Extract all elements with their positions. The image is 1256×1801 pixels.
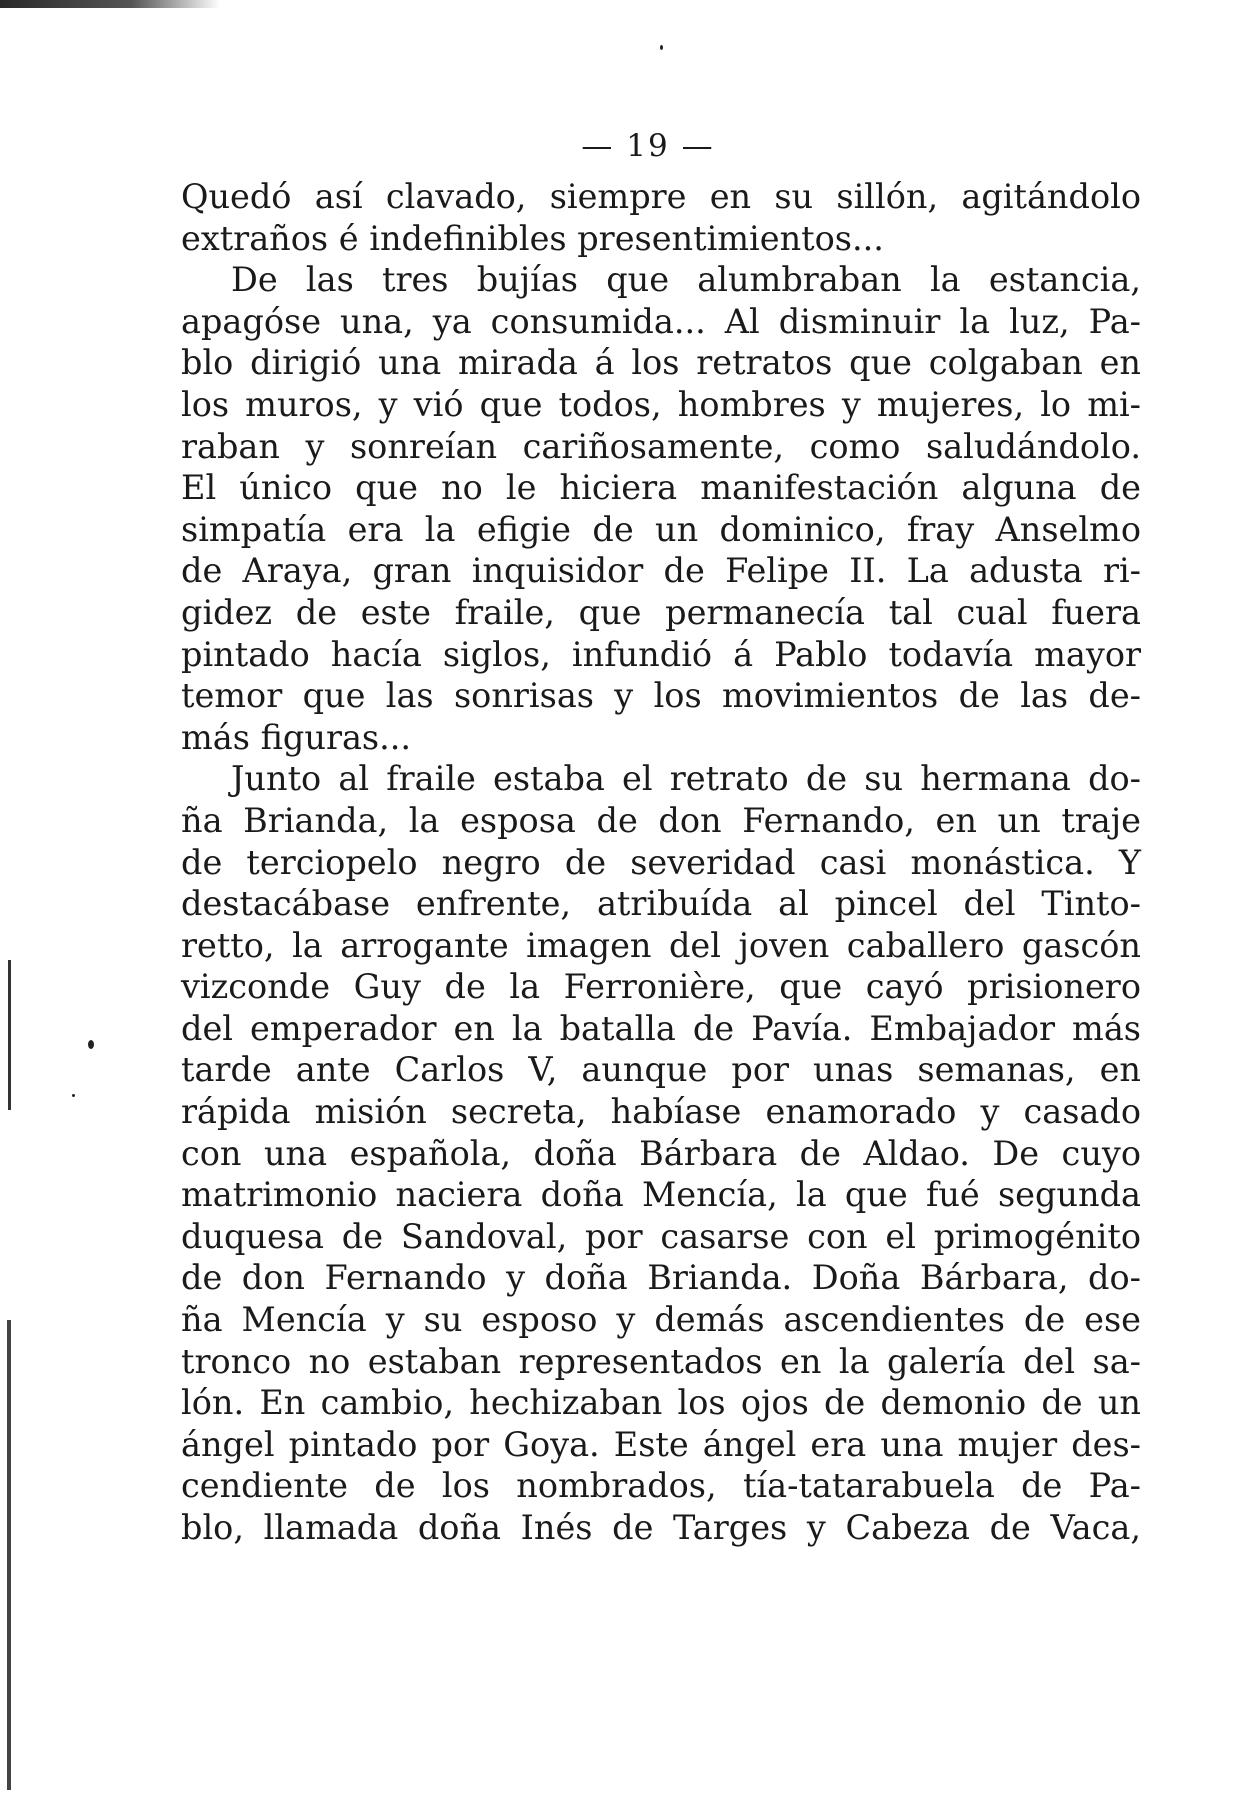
ink-speck xyxy=(72,1094,75,1097)
text-line: blo dirigió una mirada á los retratos que colgaban en xyxy=(181,343,1141,383)
text-line: matrimonio naciera doña Mencía, la que fué segunda xyxy=(181,1175,1141,1215)
text-line: del emperador en la batalla de Pavía. Embajador más xyxy=(181,1008,1141,1048)
page-number: — 19 — xyxy=(581,128,715,164)
text-line: cendiente de los nombrados, tía-tatarabuela de Pa- xyxy=(181,1466,1141,1506)
text-line: duquesa de Sandoval, por casarse con el primogénito xyxy=(181,1216,1141,1256)
text-line: De las tres bujías que alumbraban la estancia, xyxy=(231,260,1141,300)
text-line: extraños é indefinibles presentimientos... xyxy=(181,218,884,258)
text-line: retto, la arrogante imagen del joven caballero gascón xyxy=(181,925,1141,965)
text-line: más figuras... xyxy=(181,717,412,757)
body-text xyxy=(181,176,1141,1549)
text-line: de Araya, gran inquisidor de Felipe II. La adusta ri- xyxy=(181,551,1141,591)
text-line: con una española, doña Bárbara de Aldao. De cuyo xyxy=(181,1133,1141,1173)
text-line: rápida misión secreta, habíase enamorado y casado xyxy=(181,1092,1141,1132)
text-line: vizconde Guy de la Ferronière, que cayó prisionero xyxy=(181,967,1141,1007)
text-line: ña Mencía y su esposo y demás ascendientes de ese xyxy=(181,1300,1141,1340)
binding-edge-mark xyxy=(7,1320,11,1790)
ink-speck xyxy=(660,45,663,50)
text-line: de don Fernando y doña Brianda. Doña Bárbara, do- xyxy=(181,1258,1141,1298)
text-line: gidez de este fraile, que permanecía tal cual fuera xyxy=(181,592,1141,632)
text-line: pintado hacía siglos, infundió á Pablo todavía mayor xyxy=(181,634,1141,674)
binding-edge-mark xyxy=(8,960,11,1110)
text-line: Quedó así clavado, siempre en su sillón, agitándolo xyxy=(181,177,1141,216)
text-line: temor que las sonrisas y los movimientos de las de- xyxy=(181,676,1141,716)
text-line: blo, llamada doña Inés de Targes y Cabeza de Vaca, xyxy=(181,1508,1141,1547)
text-line: simpatía era la efigie de un dominico, fray Anselmo xyxy=(181,509,1141,549)
text-line: los muros, y vió que todos, hombres y mujeres, lo mi- xyxy=(181,384,1141,424)
text-line: tronco no estaban representados en la galería del sa- xyxy=(181,1341,1141,1381)
text-line: El único que no le hiciera manifestación alguna de xyxy=(181,468,1141,508)
text-line: destacábase enfrente, atribuída al pincel del Tinto- xyxy=(181,884,1141,924)
text-line: ña Brianda, la esposa de don Fernando, en un traje xyxy=(181,800,1141,840)
text-line: tarde ante Carlos V, aunque por unas semanas, en xyxy=(181,1050,1141,1090)
scan-shadow xyxy=(0,0,220,8)
text-line: apagóse una, ya consumida... Al disminuir la luz, Pa- xyxy=(181,301,1141,341)
text-line: ángel pintado por Goya. Este ángel era una mujer des- xyxy=(181,1424,1141,1464)
text-line: de terciopelo negro de severidad casi monástica. Y xyxy=(181,842,1141,882)
ink-speck xyxy=(88,1040,94,1049)
text-line: raban y sonreían cariñosamente, como saludándolo. xyxy=(181,426,1141,466)
text-line: Junto al fraile estaba el retrato de su hermana do- xyxy=(231,759,1141,799)
text-line: lón. En cambio, hechizaban los ojos de demonio de un xyxy=(181,1383,1141,1423)
